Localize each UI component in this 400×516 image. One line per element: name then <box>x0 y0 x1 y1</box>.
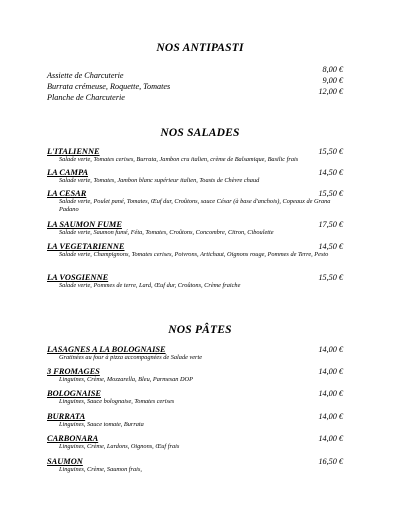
item-name: Planche de Charcuterie <box>47 93 125 102</box>
menu-item <box>47 189 343 215</box>
item-name: L'ITALIENNE <box>47 147 100 156</box>
item-name: LA CAMPA <box>47 168 89 177</box>
item-description: Linguines, Crème, Saumon frais, <box>59 466 142 473</box>
item-name: BURRATA <box>47 412 86 421</box>
menu-item <box>47 87 343 105</box>
item-description: Salade verte, Poulet pané, Tomates, Œuf dur, Croûtons, sauce César (à base d'anchois), Copeaux de Grana Padano <box>59 198 331 214</box>
item-description: Salade verte, Tomates cerises, Burrata, Jambon cru italien, crème de Balsamique, Basilic frais <box>59 156 299 163</box>
item-name: CARBONARA <box>47 434 99 443</box>
item-price: 14,00 € <box>318 345 343 354</box>
item-price: 16,50 € <box>318 457 343 466</box>
section-title-antipasti: NOS ANTIPASTI <box>156 42 244 54</box>
item-price: 14,50 € <box>318 168 343 177</box>
item-description: Linguines, Crème, Lardons, Oignons, Œuf frais <box>59 443 180 450</box>
item-description: Linguines, Crème, Mozzarella, Bleu, Parmesan DOP <box>59 376 193 383</box>
item-price: 9,00 € <box>322 76 343 85</box>
item-name: Assiette de Charcuterie <box>47 71 124 80</box>
item-price: 14,00 € <box>318 434 343 443</box>
item-description: Salade verte, Pommes de terre, Lard, Œuf dur, Croûtons, Crème fraiche <box>59 282 241 289</box>
item-price: 15,50 € <box>318 147 343 156</box>
item-price: 14,00 € <box>318 367 343 376</box>
item-name: LA SAUMON FUME <box>47 220 122 229</box>
menu-item <box>47 412 343 429</box>
item-price: 15,50 € <box>318 273 343 282</box>
section-title-pates: NOS PÂTES <box>168 324 232 336</box>
item-price: 14,00 € <box>318 412 343 421</box>
item-price: 8,00 € <box>322 65 343 74</box>
item-price: 17,50 € <box>318 220 343 229</box>
item-price: 14,00 € <box>318 389 343 398</box>
item-price: 15,50 € <box>318 189 343 198</box>
menu-item <box>47 345 343 362</box>
item-name: Burrata crémeuse, Roquette, Tomates <box>47 82 171 91</box>
item-description: Salade verte, Tomates, Jambon blanc supérieur italien, Toasts de Chèvre chaud <box>59 177 260 184</box>
item-name: 3 FROMAGES <box>47 367 100 376</box>
item-description: Salade verte, Saumon fumé, Féta, Tomates, Croûtons, Concombre, Citron, Ciboulette <box>59 229 274 236</box>
menu-item <box>47 434 343 451</box>
item-price: 12,00 € <box>318 87 343 96</box>
item-name: BOLOGNAISE <box>47 389 101 398</box>
item-name: SAUMON <box>47 457 83 466</box>
item-name: LA CESAR <box>47 189 87 198</box>
item-name: LA VOSGIENNE <box>47 273 109 282</box>
item-price: 14,50 € <box>318 242 343 251</box>
item-name: LA VEGETARIENNE <box>47 242 125 251</box>
menu-item <box>47 147 343 164</box>
section-title-salades: NOS SALADES <box>160 127 240 139</box>
menu-item <box>47 367 343 384</box>
item-description: Linguines, Sauce bolognaise, Tomates cerises <box>59 398 175 405</box>
item-name: LASAGNES A LA BOLOGNAISE <box>47 345 166 354</box>
menu-item <box>47 389 343 406</box>
item-description: Gratinées au four à pizza accompagnées de Salade verte <box>59 354 203 361</box>
item-description: Salade verte, Champignons, Tomates cerises, Poivrons, Artichaut, Oignons rouge, Pommes de Terre, Pesto <box>59 251 329 258</box>
menu-item <box>47 457 343 474</box>
menu-item <box>47 273 343 290</box>
menu-item <box>47 220 343 237</box>
menu-item <box>47 168 343 185</box>
item-description: Linguines, Sauce tomate, Burrata <box>59 421 144 428</box>
menu-item <box>47 242 343 259</box>
